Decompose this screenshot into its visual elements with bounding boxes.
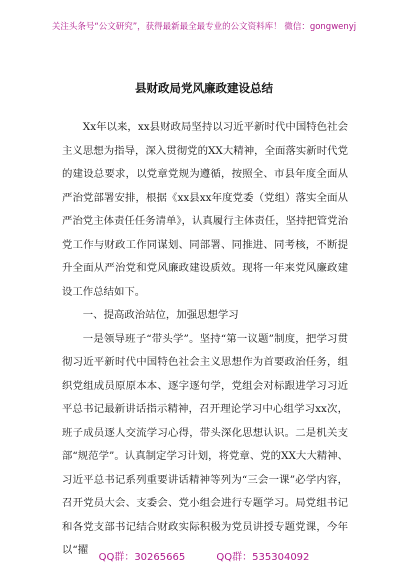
qq-group-2: QQ群：535304092 (216, 552, 310, 563)
promo-banner: 关注头条号“公文研究”，获得最新最全最专业的公文资料库！ 微信：gongwenyj (51, 22, 357, 32)
qq-group-1: QQ群：30265665 (98, 552, 186, 563)
document-title: 县财政局党风廉政建设总结 (135, 81, 273, 95)
paragraph-intro: Xx年以来，xx县财政局坚持以习近平新时代中国特色社会主义思想为指导，深入贯彻党的XX大精神，全面落实新时代党的建设总要求，以党章党规为遵循，按照全、市县年度全面从严治党部署安排，根据《xx县xx年度党委（党组）落实全面从严治党主体责任任务清单》，认真履行主体责任，坚持把管党治党工作与财政工作同谋划、同部署、同推进、同考核，不断提升全面从严治党和党风廉政建设质效。现将一年来党风廉政建设工作总结如下。 (62, 121, 348, 298)
document-body (62, 116, 348, 563)
paragraph-section-1: 一是领导班子“带头学”。坚持“第一议题”制度，把学习贯彻习近平新时代中国特色社会主义思想作为首要政治任务，组织党组成员原原本本、逐字逐句学，党组会对标跟进学习习近平总书记最新讲话指示精神，召开理论学习中心组学习xx次，班子成员逐人交流学习心得，带头深化思想认识。二是机关支部“规范学”。认真制定学习计划，将党章、党的XX大大精神、习近平总书记系列重要讲话精神等列为“三会一课”必学内容，召开党员大会、支委会、党小组会进行专题学习。局党组书记和各党支部书记结合财政实际积极为党员讲授专题党课，今年以“擢 (62, 332, 348, 556)
footer-contact (0, 548, 408, 563)
section-heading-1: 一、提高政治站位，加强思想学习 (82, 309, 239, 321)
